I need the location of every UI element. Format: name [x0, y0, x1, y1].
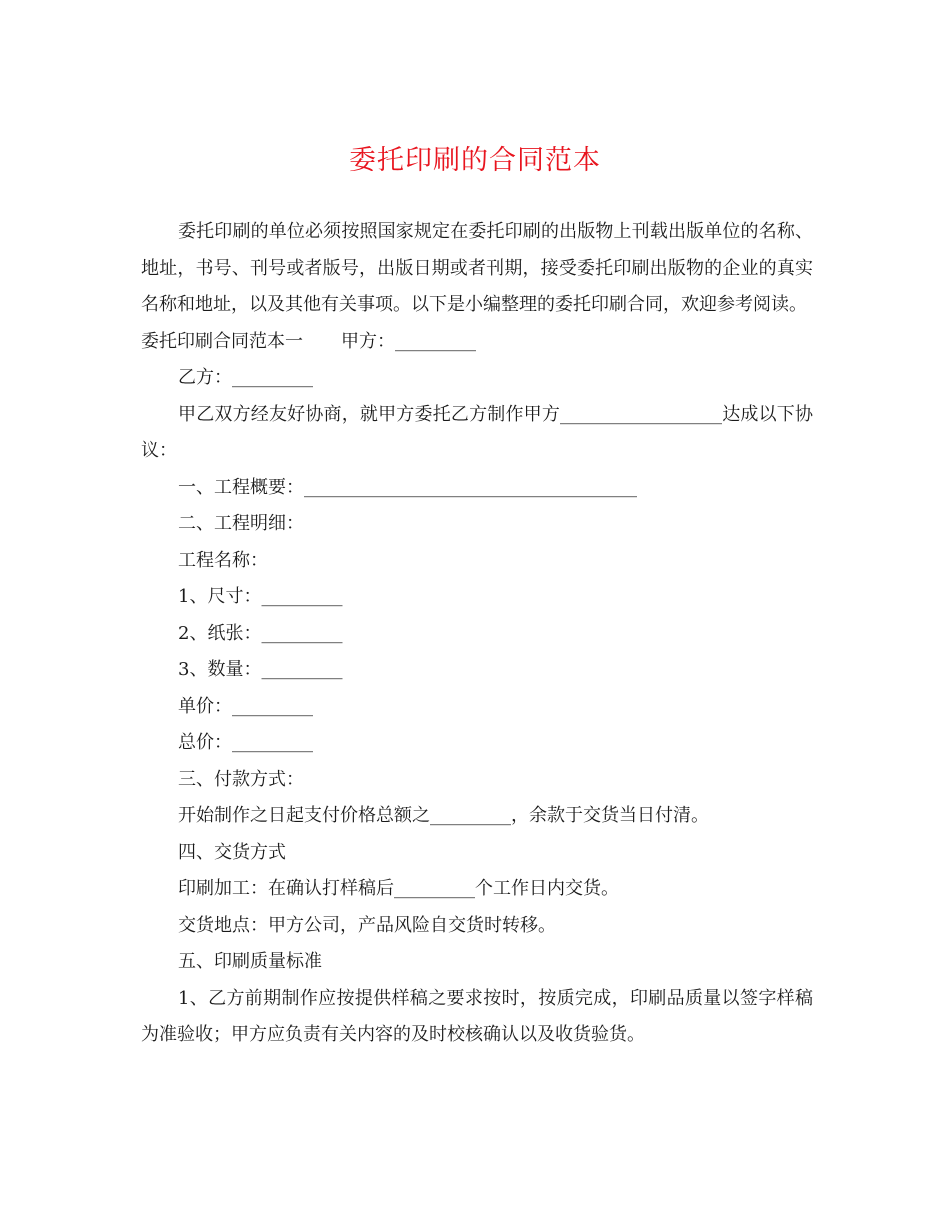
project-name-field: 工程名称：	[178, 549, 268, 571]
section-4-heading: 四、交货方式	[178, 841, 286, 863]
section-5-heading: 五、印刷质量标准	[178, 951, 322, 972]
paper-field: 2、纸张：_________	[178, 622, 343, 644]
delivery-place-clause: 交货地点：甲方公司，产品风险自交货时转移。	[178, 914, 556, 936]
document-title: 委托印刷的合同范本	[349, 145, 601, 176]
quantity-field: 3、数量：_________	[178, 659, 343, 680]
quality-clause-1: 1、乙方前期制作应按提供样稿之要求按时，按质完成，印刷品质量以签字样稿为准验收；甲方应负责有关内容的及时校核确认以及收货验货。	[141, 987, 813, 1045]
sample-heading-line	[141, 324, 813, 361]
payment-clause: 开始制作之日起支付价格总额之_________，余款于交货当日付清。	[178, 805, 709, 826]
document-body	[141, 214, 813, 1054]
party-a-field: 甲方：_________	[341, 330, 476, 352]
section-1-overview: 一、工程概要：_____________________________________	[178, 476, 637, 498]
size-field: 1、尺寸：_________	[178, 586, 343, 607]
agreement-paragraph: 甲乙双方经友好协商，就甲方委托乙方制作甲方__________________达成以下协议：	[141, 403, 813, 461]
intro-paragraph: 委托印刷的单位必须按照国家规定在委托印刷的出版物上刊载出版单位的名称、地址，书号、刊号或者版号，出版日期或者刊期，接受委托印刷出版物的企业的真实名称和地址，以及其他有关事项。以下是小编整理的委托印刷合同，欢迎参考阅读。	[141, 221, 813, 315]
party-b-field: 乙方：_________	[178, 367, 313, 388]
section-3-heading: 三、付款方式：	[178, 768, 304, 790]
section-2-heading: 二、工程明细：	[178, 513, 304, 534]
unit-price-field: 单价：_________	[178, 695, 313, 717]
delivery-time-clause: 印刷加工：在确认打样稿后_________个工作日内交货。	[178, 878, 619, 899]
sample-heading: 委托印刷合同范本一	[141, 330, 303, 352]
total-price-field: 总价：_________	[178, 732, 313, 753]
